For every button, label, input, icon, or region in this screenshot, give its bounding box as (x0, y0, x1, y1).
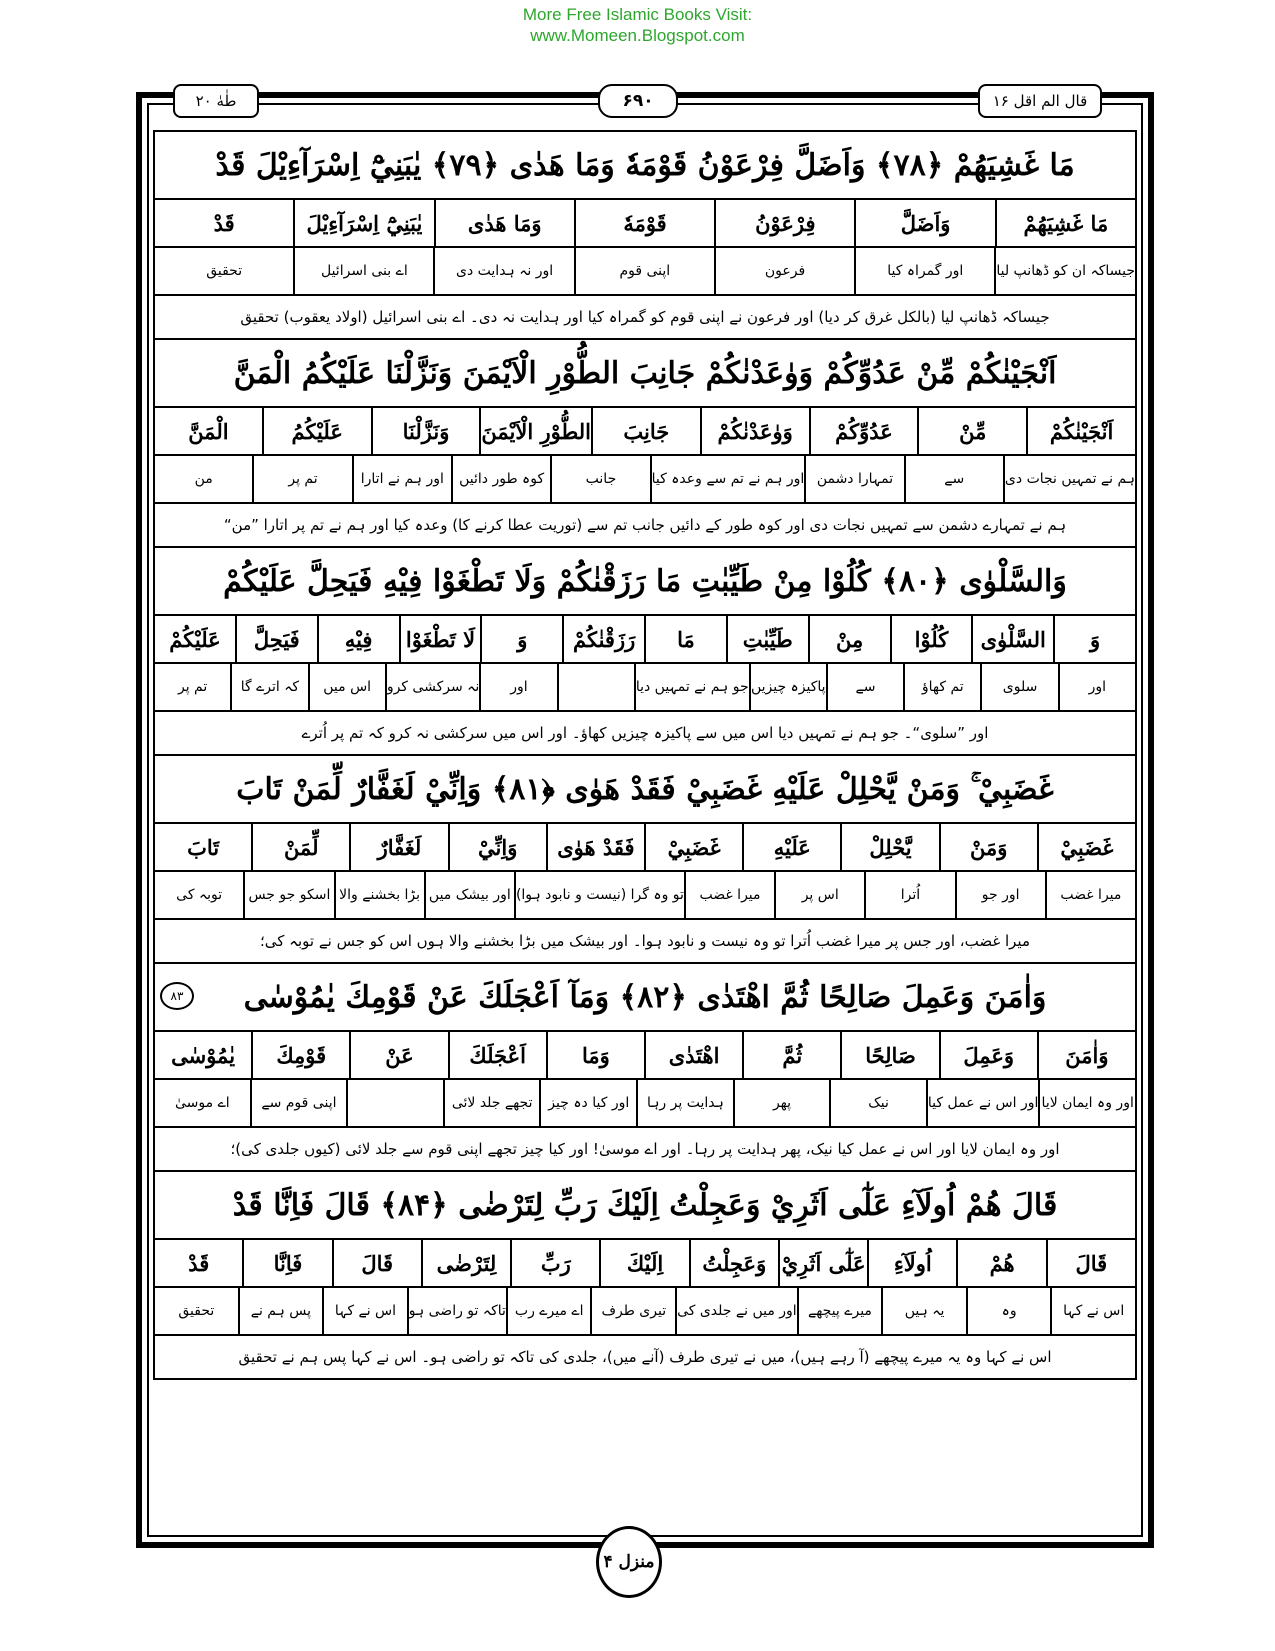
gloss-cell: اور میں نے جلدی کی (675, 1288, 797, 1334)
section-1 (153, 130, 1137, 340)
word-cell: فَاِنَّا (242, 1240, 331, 1286)
word-cell: وَوٰعَدْنٰكُمْ (700, 408, 809, 454)
section-4 (153, 754, 1137, 964)
word-cell: قَالَ (1046, 1240, 1135, 1286)
gloss-row (153, 454, 1137, 504)
word-cell: هُمْ (956, 1240, 1045, 1286)
translation-line: ہم نے تمہارے دشمن سے تمہیں نجات دی اور کوہ طور کے دائیں جانب تم سے (توریت عطا کرنے کا) وعدہ کیا اور ہم نے تم پر اتارا ”من“ (153, 502, 1137, 548)
gloss-cell: سے (904, 456, 1003, 502)
word-cell: وَنَزَّلْنَا (371, 408, 480, 454)
word-cell: قَدْ (188, 1250, 210, 1276)
word-cell: عَنْ (349, 1032, 447, 1078)
promo-banner (0, 4, 1275, 46)
gloss-cell: بڑا بخشنے والا (334, 872, 424, 918)
word-row (153, 198, 1137, 248)
header-page-number: ۶۹۰ (598, 84, 678, 118)
gloss-cell: تحقیق (206, 263, 243, 279)
word-cell: وَ (1053, 616, 1135, 662)
word-cell: لِّمَنْ (251, 824, 349, 870)
word-cell: اَنْجَيْنٰكُمْ (1026, 408, 1135, 454)
gloss-cell: میرا غضب (1045, 872, 1135, 918)
gloss-cell: تم کھاؤ (903, 664, 980, 710)
gloss-cell: اے میرے رب (506, 1288, 591, 1334)
section-3 (153, 546, 1137, 756)
gloss-cell: توبہ کی (176, 887, 223, 903)
arabic-line: وَالسَّلْوٰى ﴿۸۰﴾ كُلُوْا مِنْ طَيِّبٰتِ مَا رَزَقْنٰكُمْ وَلَا تَطْغَوْا فِيْهِ فَيَحِلَّ عَلَيْكُمْ (153, 546, 1137, 616)
word-cell: السَّلْوٰى (971, 616, 1053, 662)
word-cell: يٰبَنِيْٓ اِسْرَآءِيْلَ (293, 200, 433, 246)
gloss-cell: تو وہ گرا (نیست و نابود ہوا) (514, 872, 684, 918)
gloss-cell: تم پر (177, 679, 208, 695)
word-cell: عَلَيْكُمْ (169, 626, 221, 652)
gloss-cell: اس نے کہا (1050, 1288, 1135, 1334)
arabic-line: غَضَبِيْ ۚ وَمَنْ يَّحْلِلْ عَلَيْهِ غَضَبِيْ فَقَدْ هَوٰى ﴿۸۱﴾ وَاِنِّيْ لَغَفَّارٌ لِّمَنْ تَابَ (153, 754, 1137, 824)
gloss-cell: تمہارا دشمن (804, 456, 903, 502)
word-cell: طَيِّبٰتِ (726, 616, 808, 662)
word-cell: فَيَحِلَّ (235, 616, 317, 662)
word-cell: فِرْعَوْنُ (714, 200, 854, 246)
gloss-cell: اور نہ ہدایت دی (433, 248, 573, 294)
gloss-cell: جیساکہ ان کو ڈھانپ لیا (994, 248, 1135, 294)
gloss-cell: اپنی قوم سے (250, 1080, 347, 1126)
section-2 (153, 338, 1137, 548)
word-row (153, 1238, 1137, 1288)
gloss-cell: اور بیشک میں (424, 872, 514, 918)
gloss-cell: اور وہ ایمان لایا (1038, 1080, 1135, 1126)
word-cell: اهْتَدٰى (644, 1032, 742, 1078)
gloss-cell: من (194, 471, 213, 487)
word-cell: يَّحْلِلْ (840, 824, 938, 870)
translation-line: اور ”سلوی“۔ جو ہم نے تمہیں دیا اس میں سے پاکیزہ چیزیں کھاؤ۔ اور اس میں سرکشی نہ کرو کہ تم پر اُترے (153, 710, 1137, 756)
word-cell: اُولَآءِ (867, 1240, 956, 1286)
word-cell: وَاِنِّيْ (448, 824, 546, 870)
word-cell: عَدُوِّكُمْ (809, 408, 918, 454)
word-cell: فِيْهِ (317, 616, 399, 662)
gloss-row (153, 246, 1137, 296)
gloss-cell: اے بنی اسرائیل (293, 248, 433, 294)
header-para-label: قال الم اقل ۱۶ (978, 84, 1102, 118)
gloss-cell: میرے پیچھے (797, 1288, 882, 1334)
translation-line: جیساکہ ڈھانپ لیا (بالکل غرق کر دیا) اور فرعون نے اپنی قوم کو گمراہ کیا اور ہدایت نہ دی۔ اے بنی اسرائیل (اولاد یعقوب) تحقیق (153, 294, 1137, 340)
word-cell: مِنْ (808, 616, 890, 662)
word-cell: مَا غَشِيَهُمْ (995, 200, 1135, 246)
word-cell: الْمَنَّ (188, 418, 229, 444)
word-cell: قَالَ (332, 1240, 421, 1286)
word-cell: عَلَيْهِ (742, 824, 840, 870)
gloss-cell: اُترا (864, 872, 954, 918)
promo-line-1: More Free Islamic Books Visit: (522, 5, 753, 24)
word-cell: رَبِّ (510, 1240, 599, 1286)
gloss-cell (346, 1080, 443, 1126)
word-cell: وَاٰمَنَ (1037, 1032, 1135, 1078)
gloss-cell: اور (479, 664, 556, 710)
gloss-cell: جو ہم نے تمہیں دیا (634, 664, 749, 710)
word-cell: قَوْمَهٗ (574, 200, 714, 246)
arabic-line: مَا غَشِيَهُمْ ﴿۷۸﴾ وَاَضَلَّ فِرْعَوْنُ قَوْمَهٗ وَمَا هَدٰى ﴿۷۹﴾ يٰبَنِيْٓ اِسْرَآءِيْلَ قَدْ (153, 130, 1137, 200)
gloss-cell: تحقیق (178, 1303, 215, 1319)
gloss-cell: تاکہ تو راضی ہو (407, 1288, 506, 1334)
gloss-cell: یہ ہیں (881, 1288, 966, 1334)
gloss-cell: سلوی (980, 664, 1057, 710)
gloss-cell: کہ اترے گا (230, 664, 307, 710)
gloss-cell: اس پر (774, 872, 864, 918)
gloss-cell: اے موسیٰ (174, 1095, 230, 1111)
gloss-cell (557, 664, 634, 710)
gloss-cell: کوہ طور دائیں (451, 456, 550, 502)
gloss-cell: اور ہم نے اتارا (352, 456, 451, 502)
gloss-cell: اس میں (308, 664, 385, 710)
arabic-line: اَنْجَيْنٰكُمْ مِّنْ عَدُوِّكُمْ وَوٰعَدْنٰكُمْ جَانِبَ الطُّوْرِ الْاَيْمَنَ وَنَزَّلْنَا عَلَيْكُمُ الْمَنَّ (153, 338, 1137, 408)
word-cell: عَلٰٓى اَثَرِيْ (778, 1240, 867, 1286)
word-cell: وَعَمِلَ (939, 1032, 1037, 1078)
section-6 (153, 1170, 1137, 1380)
gloss-row (153, 1286, 1137, 1336)
gloss-cell: اور جو (955, 872, 1045, 918)
word-cell: اَعْجَلَكَ (448, 1032, 546, 1078)
gloss-cell: اپنی قوم (574, 248, 714, 294)
gloss-cell: اور کیا دہ چیز (539, 1080, 636, 1126)
word-cell: الطُّوْرِ الْاَيْمَنَ (479, 408, 591, 454)
gloss-row (153, 870, 1137, 920)
word-row (153, 1030, 1137, 1080)
word-cell: مَا (644, 616, 726, 662)
gloss-cell: نیک (829, 1080, 926, 1126)
word-cell: اِلَيْكَ (599, 1240, 688, 1286)
word-row (153, 822, 1137, 872)
gloss-cell: ہم نے تمہیں نجات دی (1003, 456, 1135, 502)
gloss-cell: اس نے کہا (322, 1288, 407, 1334)
word-cell: يٰمُوْسٰى (171, 1042, 236, 1068)
word-cell: كُلُوْا (890, 616, 972, 662)
gloss-cell: سے (826, 664, 903, 710)
gloss-cell: ہدایت پر رہا (636, 1080, 733, 1126)
gloss-cell: پھر (733, 1080, 830, 1126)
word-cell: وَمَنْ (939, 824, 1037, 870)
gloss-cell: جانب (550, 456, 649, 502)
word-cell: تَابَ (187, 834, 220, 860)
word-cell: وَ (480, 616, 562, 662)
gloss-cell: اسکو جو جس (243, 872, 333, 918)
word-cell: وَعَجِلْتُ (689, 1240, 778, 1286)
gloss-cell: اور ہم نے تم سے وعدہ کیا (650, 456, 805, 502)
translation-line: اور وہ ایمان لایا اور اس نے عمل کیا نیک، پھر ہدایت پر رہا۔ اور اے موسیٰ! اور کیا چیز تجھے اپنی قوم سے جلد لائی (کیوں جلدی کی)؛ (153, 1126, 1137, 1172)
word-cell: قَوْمِكَ (251, 1032, 349, 1078)
word-cell: لَا تَطْغَوْا (399, 616, 481, 662)
gloss-cell: پاکیزہ چیزیں (749, 664, 826, 710)
word-row (153, 406, 1137, 456)
word-cell: مِّنْ (917, 408, 1026, 454)
manzil-seal: منزل ۴ (596, 1526, 662, 1598)
gloss-cell: اور گمراہ کیا (854, 248, 994, 294)
gloss-cell: اور (1058, 664, 1135, 710)
word-cell: قَدْ (213, 210, 235, 236)
promo-line-2: www.Momeen.Blogspot.com (530, 26, 745, 45)
translation-line: میرا غضب، اور جس پر میرا غضب اُترا تو وہ نیست و نابود ہوا۔ اور بیشک میں بڑا بخشنے والا ہوں اس کو جس نے توبہ کی؛ (153, 918, 1137, 964)
gloss-cell: تجھے جلد لائی (443, 1080, 540, 1126)
word-cell: غَضَبِيْ (644, 824, 742, 870)
gloss-cell: اور اس نے عمل کیا (926, 1080, 1039, 1126)
gloss-cell: تم پر (252, 456, 351, 502)
word-cell: وَمَا هَدٰى (434, 200, 574, 246)
word-cell: وَاَضَلَّ (854, 200, 994, 246)
gloss-row (153, 1078, 1137, 1128)
section-5 (153, 962, 1137, 1172)
word-cell: وَمَا (546, 1032, 644, 1078)
word-cell: عَلَيْكُمُ (262, 408, 371, 454)
gloss-cell: وہ (966, 1288, 1051, 1334)
gloss-cell: میرا غضب (684, 872, 774, 918)
ayah-number-marker: ۸۳ (160, 982, 194, 1010)
page-content (153, 132, 1137, 1380)
word-cell: رَزَقْنٰكُمْ (562, 616, 644, 662)
gloss-cell: پس ہم نے (238, 1288, 323, 1334)
word-row (153, 614, 1137, 664)
word-cell: جَانِبَ (591, 408, 700, 454)
word-cell: لِتَرْضٰى (421, 1240, 510, 1286)
word-cell: لَغَفَّارٌ (349, 824, 447, 870)
translation-line: اس نے کہا وہ یہ میرے پیچھے (آ رہے ہیں)، میں نے تیری طرف (آنے میں)، جلدی کی تاکہ تو راضی ہو۔ اس نے کہا پس ہم نے تحقیق (153, 1334, 1137, 1380)
header-surah-label: طٰهٰ ۲۰ (173, 84, 259, 118)
gloss-cell: تیری طرف (590, 1288, 675, 1334)
arabic-line: وَاٰمَنَ وَعَمِلَ صَالِحًا ثُمَّ اهْتَدٰى ﴿۸۲﴾ وَمَآ اَعْجَلَكَ عَنْ قَوْمِكَ يٰمُوْسٰى (153, 962, 1137, 1032)
word-cell: فَقَدْ هَوٰى (546, 824, 644, 870)
arabic-line: قَالَ هُمْ اُولَآءِ عَلٰٓى اَثَرِيْ وَعَجِلْتُ اِلَيْكَ رَبِّ لِتَرْضٰى ﴿۸۴﴾ قَالَ فَاِنَّا قَدْ (153, 1170, 1137, 1240)
gloss-row (153, 662, 1137, 712)
gloss-cell: فرعون (714, 248, 854, 294)
word-cell: ثُمَّ (742, 1032, 840, 1078)
word-cell: صَالِحًا (840, 1032, 938, 1078)
gloss-cell: نہ سرکشی کرو (385, 664, 479, 710)
word-cell: غَضَبِيْ (1037, 824, 1135, 870)
